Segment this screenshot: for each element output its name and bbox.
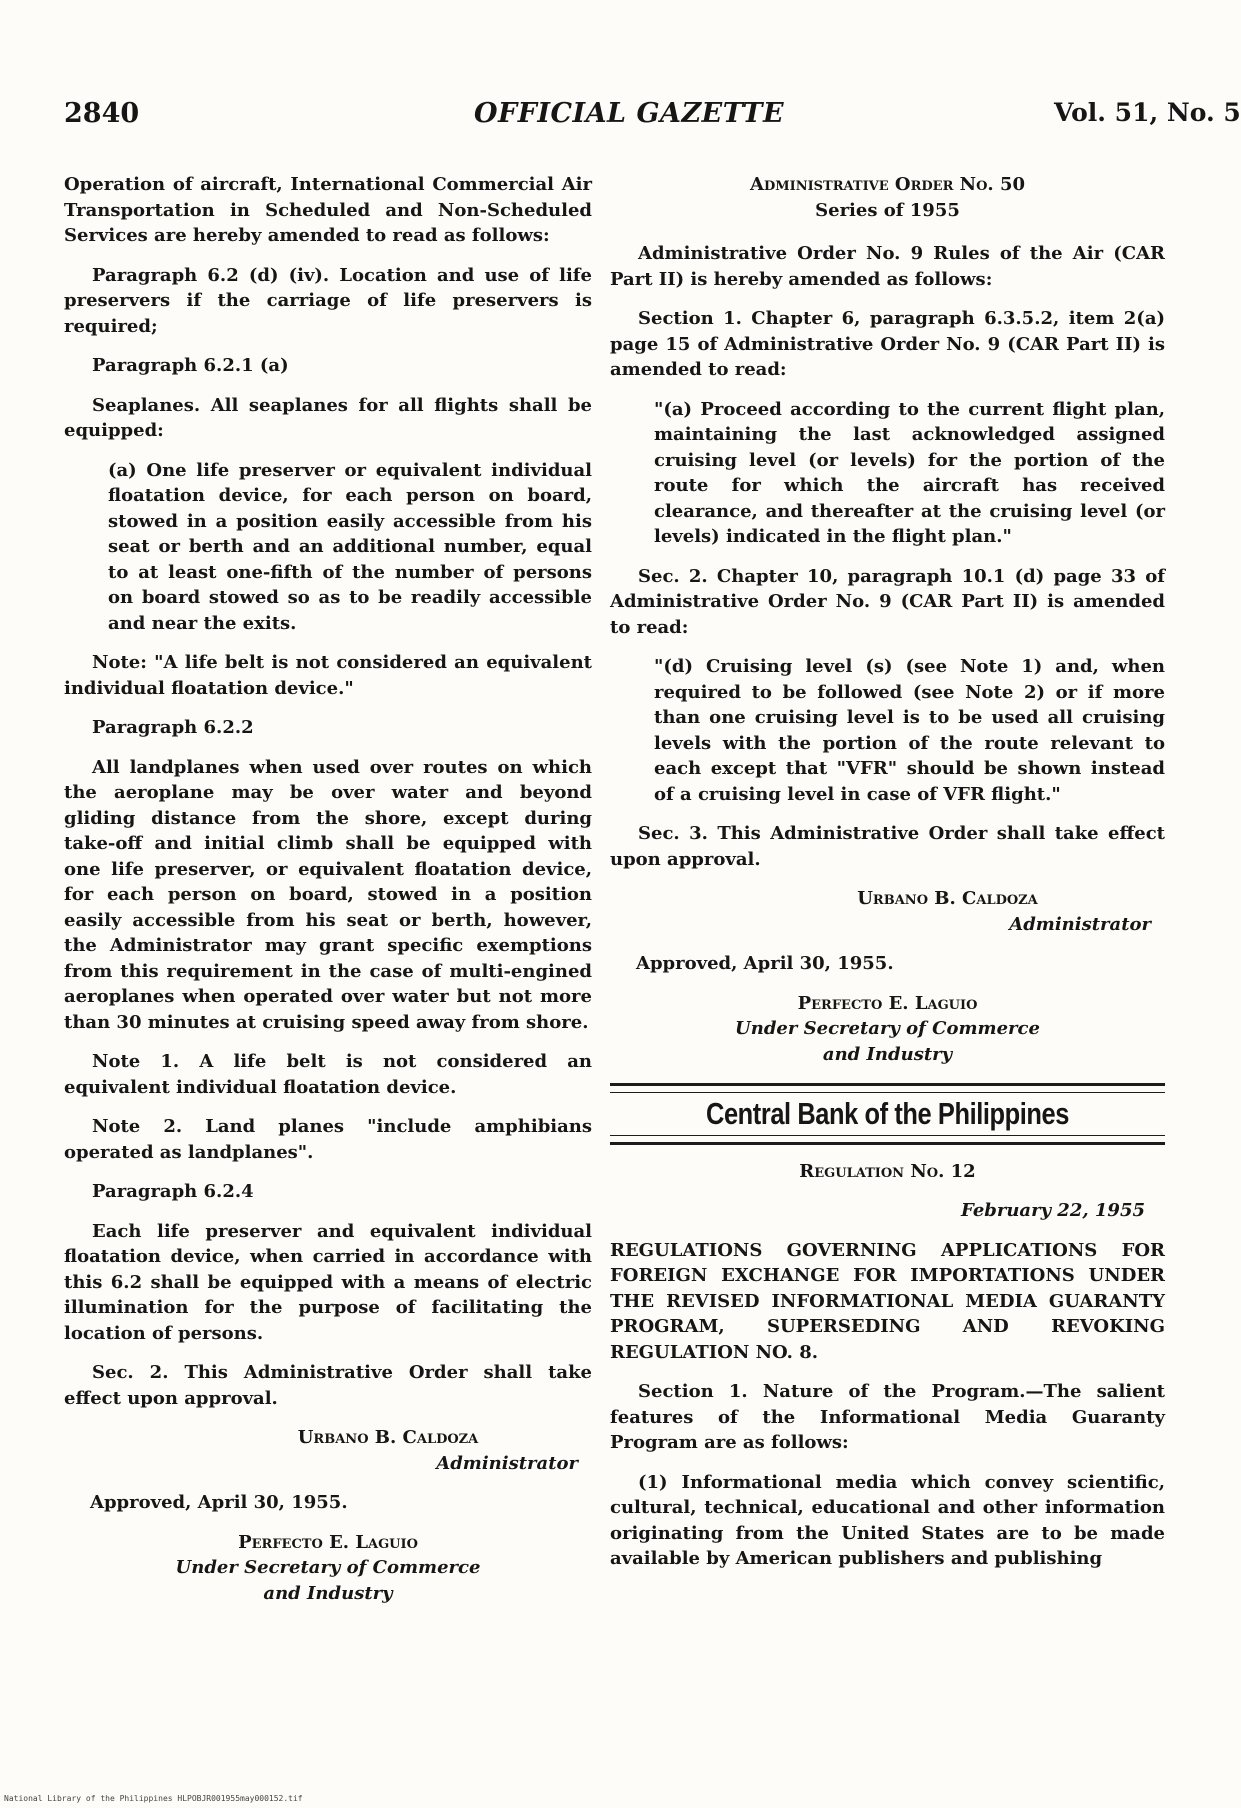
publication-title: OFFICIAL GAZETTE bbox=[474, 98, 785, 129]
left-landplanes: All landplanes when used over routes on which the aeroplane may be over water and beyond gliding distance from the shore, except during take-off and initial climb shall be equipped with one life preserver, or equivalent floatation device, for each person on board, stowed in a position easily accessible from his seat or berth, however, the Administrator may grant specific exemptions from this requirement in the case of multi-engined aeroplanes when operated over water but not more than 30 minutes at cruising speed away from shore. bbox=[64, 756, 592, 1033]
left-paragraph-6-2-1-a: Paragraph 6.2.1 (a) bbox=[92, 355, 289, 376]
left-item-a: (a) One life preserver or equivalent individual floatation device, for each person on board, stowed in a position easily accessible from his seat or berth and an additional number, equal to at least one-fifth of the number of persons on board stowed so as to be readily accessible and near the exits. bbox=[108, 459, 592, 634]
right-section-1: Section 1. Chapter 6, paragraph 6.3.5.2, item 2(a) page 15 of Administrative Order No. 9 (CAR Part II) is amended to read: bbox=[610, 308, 1165, 380]
regulation-heading: REGULATIONS GOVERNING APPLICATIONS FOR FOREIGN EXCHANGE FOR IMPORTATIONS UNDER THE REVISED INFORMATIONAL MEDIA GUARANTY PROGRAM, SUPERSEDING AND REVOKING REGULATION NO. 8. bbox=[610, 1239, 1165, 1363]
bank-heading: Central Bank of the Philippines bbox=[705, 1096, 1070, 1131]
left-paragraph-6-2-d: Paragraph 6.2 (d) (iv). Location and use of life preservers if the carriage of life preservers is required; bbox=[64, 264, 592, 337]
left-under-secretary-title-1: Under Secretary of Commerce bbox=[175, 1557, 481, 1578]
page-header bbox=[64, 98, 1241, 138]
left-column bbox=[64, 172, 592, 1606]
right-signatory-title: Administrator bbox=[1009, 913, 1151, 935]
left-under-secretary-title-2: and Industry bbox=[263, 1582, 393, 1604]
bank-rule-top-thin bbox=[610, 1092, 1165, 1093]
left-approved-date: Approved, April 30, 1955. bbox=[90, 1492, 348, 1513]
regulation-date: February 22, 1955 bbox=[961, 1200, 1145, 1221]
left-signatory-name: Urbano B. Caldoza bbox=[297, 1427, 479, 1448]
left-under-secretary-name: Perfecto E. Laguio bbox=[238, 1531, 418, 1553]
bank-rule-bottom bbox=[610, 1142, 1165, 1145]
order-title: Administrative Order No. 50 bbox=[749, 174, 1026, 195]
left-section-2: Sec. 2. This Administrative Order shall take effect upon approval. bbox=[64, 1362, 592, 1409]
right-quote-d: "(d) Cruising level (s) (see Note 1) and, when required to be followed (see Note 2) or if more than one cruising level is to be used all cruising levels with the portion of the route relevant to each except that "VFR" should be shown instead of a cruising level in case of VFR flight." bbox=[654, 656, 1165, 805]
right-under-secretary-name: Perfecto E. Laguio bbox=[797, 992, 978, 1014]
left-signatory-title: Administrator bbox=[436, 1452, 578, 1474]
right-section-3: Sec. 3. This Administrative Order shall take effect upon approval. bbox=[610, 823, 1165, 870]
right-quote-a: "(a) Proceed according to the current flight plan, maintaining the last acknowledged assigned cruising level (or levels) for the portion of the route for which the aircraft has received clearance, and thereafter at the cruising level (or levels) indicated in the flight plan." bbox=[654, 398, 1165, 547]
left-paragraph-6-2-2: Paragraph 6.2.2 bbox=[92, 717, 254, 738]
left-note-1: Note 1. A life belt is not considered an equivalent individual floatation device. bbox=[64, 1051, 592, 1098]
left-paragraph-6-2-4: Paragraph 6.2.4 bbox=[92, 1181, 254, 1202]
regulation-item-1: (1) Informational media which convey scientific, cultural, technical, educational and other information originating from the United States are to be made available by American publishers and publishing bbox=[610, 1471, 1165, 1569]
scan-footer: National Library of the Philippines HLPOBJR001955may000152.tif bbox=[4, 1794, 303, 1803]
regulation-title: Regulation No. 12 bbox=[799, 1160, 976, 1182]
bank-rule-bottom-thin bbox=[610, 1135, 1165, 1136]
left-seaplanes: Seaplanes. All seaplanes for all flights shall be equipped: bbox=[64, 394, 592, 441]
bank-rule-top bbox=[610, 1083, 1165, 1086]
right-section-2: Sec. 2. Chapter 10, paragraph 10.1 (d) page 33 of Administrative Order No. 9 (CAR Part II) is amended to read: bbox=[610, 565, 1165, 638]
left-note: Note: "A life belt is not considered an equivalent individual floatation device." bbox=[64, 652, 592, 699]
right-under-secretary-title-2: and Industry bbox=[822, 1043, 953, 1065]
right-under-secretary-title-1: Under Secretary of Commerce bbox=[735, 1018, 1040, 1039]
right-column bbox=[610, 172, 1165, 1586]
regulation-section-1: Section 1. Nature of the Program.—The salient features of the Informational Media Guaranty Program are as follows: bbox=[610, 1381, 1165, 1453]
page-number: 2840 bbox=[64, 98, 140, 129]
left-note-2: Note 2. Land planes "include amphibians operated as landplanes". bbox=[64, 1116, 592, 1163]
order-series: Series of 1955 bbox=[815, 199, 960, 221]
left-intro: Operation of aircraft, International Commercial Air Transportation in Scheduled and Non-Scheduled Services are hereby amended to read as follows: bbox=[64, 174, 592, 246]
volume-number: Vol. 51, No. 5 bbox=[1054, 98, 1241, 127]
right-signatory-name: Urbano B. Caldoza bbox=[857, 888, 1038, 909]
left-each-preserver: Each life preserver and equivalent individual floatation device, when carried in accordance with this 6.2 shall be equipped with a means of electric illumination for the purpose of facilitating the location of persons. bbox=[64, 1220, 592, 1344]
right-approved-date: Approved, April 30, 1955. bbox=[636, 953, 894, 974]
right-intro: Administrative Order No. 9 Rules of the Air (CAR Part II) is hereby amended as follows: bbox=[610, 243, 1165, 290]
